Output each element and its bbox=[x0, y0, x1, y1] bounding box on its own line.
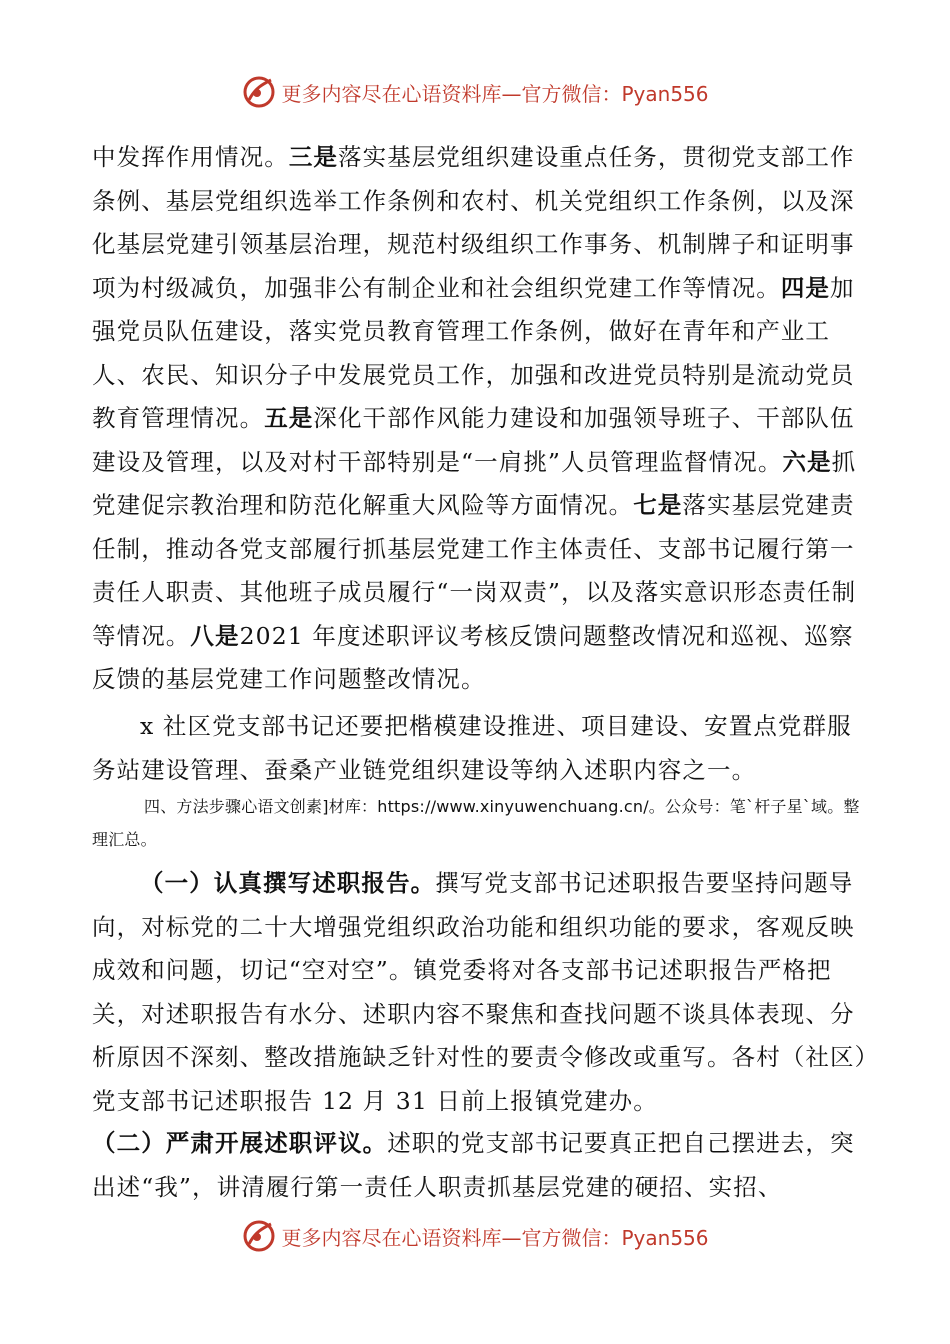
footer-banner bbox=[0, 1214, 950, 1258]
seal-logo-icon bbox=[241, 74, 277, 110]
bold-marker-6: 六是 bbox=[782, 447, 832, 476]
paragraph-report-writing: （一）认真撰写述职报告。撰写党支部书记述职报告要坚持问题导向，对标党的二十大增强党组织政治功能和组织功能的要求，客观反映成效和问题，切记“空对空”。镇党委将对各支部书记述职报告严格把关，对述职报告有水分、述职内容不聚焦和查找问题不谈具体表现、分析原因不深刻、整改措施缺乏针对性的要责令修改或重写。各村（社区）党支部书记述职报告 12 月 31 日前上报镇党建办。 bbox=[92, 869, 868, 1115]
paragraph-task-list: 中发挥作用情况。三是落实基层党组织建设重点任务，贯彻党支部工作条例、基层党组织选举工作条例和农村、机关党组织工作条例，以及深化基层党建引领基层治理，规范村级组织工作事务、机制牌子和证明事项为村级减负，加强非公有制企业和社会组织党建工作等情况。四是加强党员队伍建设，落实党员教育管理工作条例，做好在青年和产业工人、农民、知识分子中发展党员工作，加强和改进党员特别是流动党员教育管理情况。五是深化干部作风能力建设和加强领导班子、干部队伍建设及管理，以及对村干部特别是“一肩挑”人员管理监督情况。六是抓党建促宗教治理和防范化解重大风险等方面情况。七是落实基层党建责任制，推动各党支部履行抓基层党建工作主体责任、支部书记履行第一责任人职责、其他班子成员履行“一岗双责”，以及落实意识形态责任制等情况。八是2021 年度述职评议考核反馈问题整改情况和巡视、巡察反馈的基层党建工作问题整改情况。 bbox=[92, 143, 857, 693]
paragraph-community: x 社区党支部书记还要把楷模建设推进、项目建设、安置点党群服务站建设管理、蚕桑产业链党组织建设等纳入述职内容之一。 bbox=[92, 712, 852, 784]
bold-marker-3: 三是 bbox=[288, 143, 339, 171]
footer-banner-text: 更多内容尽在心语资料库—官方微信：Pyan556 bbox=[281, 1225, 709, 1250]
section-heading-1: （一）认真撰写述职报告。 bbox=[140, 869, 436, 897]
section-heading-2: （二）严肃开展述职评议。 bbox=[92, 1129, 388, 1157]
seal-logo-icon bbox=[241, 1218, 277, 1254]
bold-marker-8: 八是 bbox=[190, 621, 240, 650]
bold-marker-7: 七是 bbox=[633, 491, 683, 519]
bold-marker-5: 五是 bbox=[264, 404, 314, 432]
bold-marker-4: 四是 bbox=[780, 273, 831, 302]
header-banner-text: 更多内容尽在心语资料库—官方微信：Pyan556 bbox=[281, 81, 709, 106]
header-banner bbox=[0, 70, 950, 114]
paragraph-review: （二）严肃开展述职评议。述职的党支部书记要真正把自己摆进去，突出述“我”，讲清履行第一责任人职责抓基层党建的硬招、实招、 bbox=[92, 1129, 855, 1201]
paragraph-method-steps: 四、方法步骤心语文创素]材库：https://www.xinyuwenchuang.cn/。公众号：笔`杆子星`域。整理汇总。 bbox=[92, 797, 860, 849]
